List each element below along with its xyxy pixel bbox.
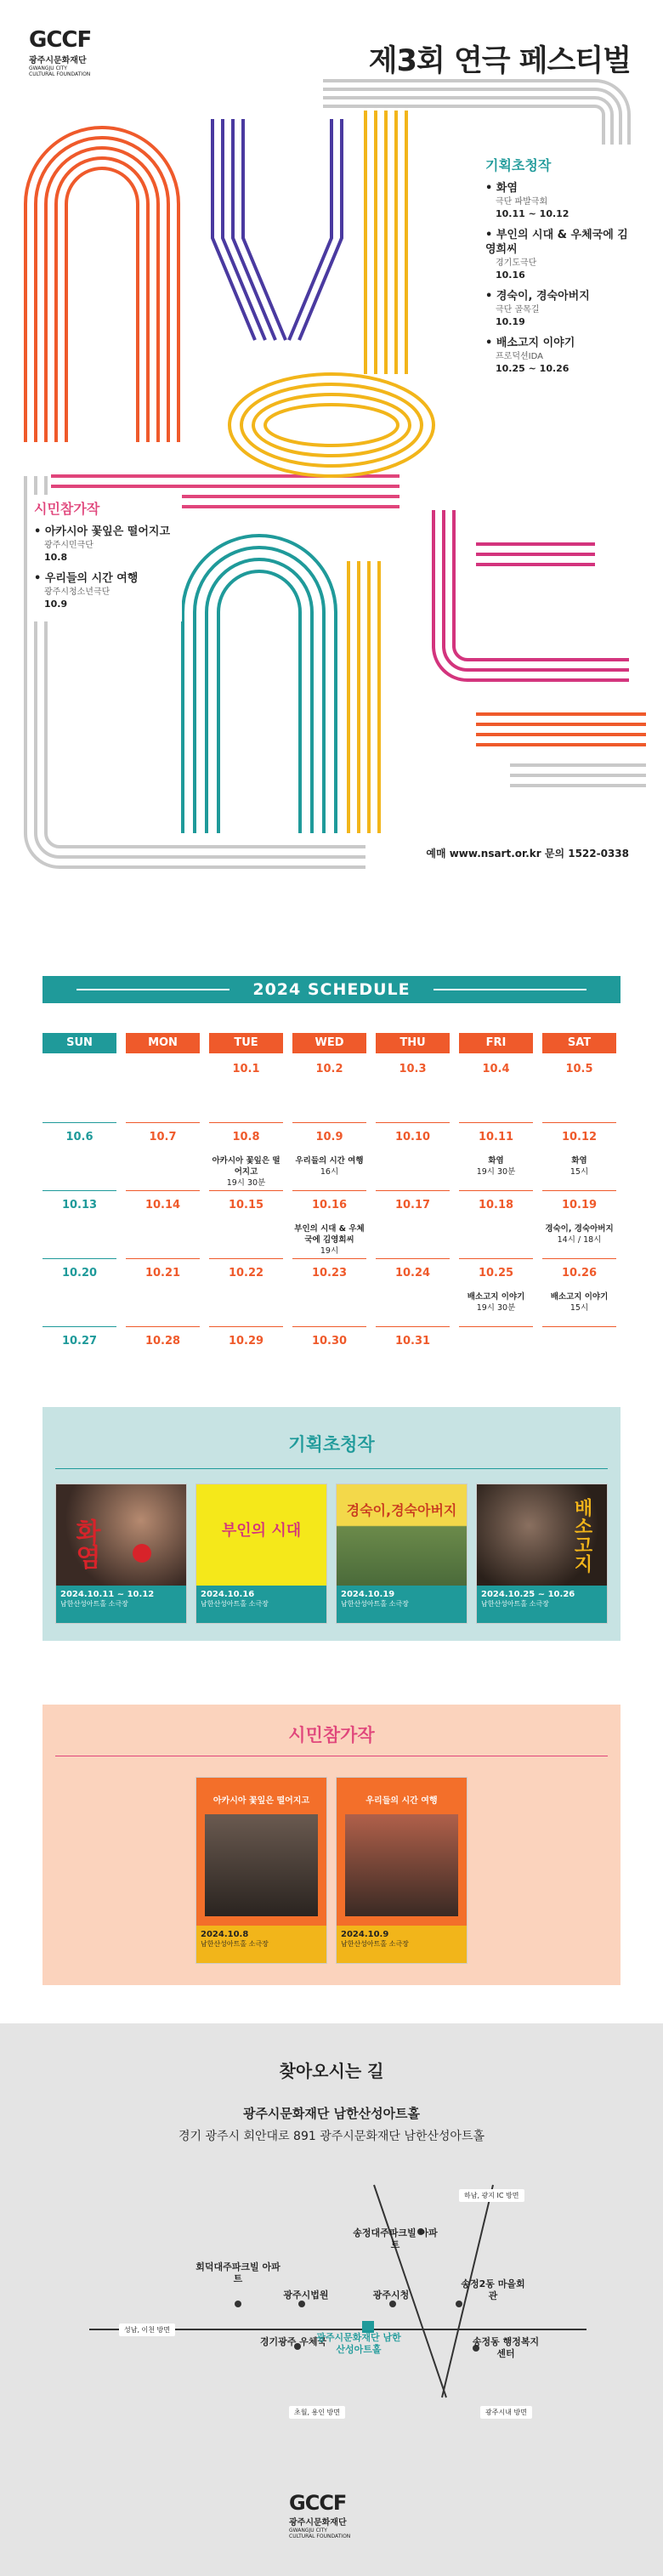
day-header-mon: MON xyxy=(126,1033,200,1053)
poster-image xyxy=(337,1778,467,1922)
date-number: 10.13 xyxy=(61,1199,98,1211)
poster-title: 부인의 시대 xyxy=(221,1522,302,1540)
calendar-cell xyxy=(126,1335,200,1359)
poster-date: 2024.10.16 xyxy=(201,1590,255,1599)
calendar-cell xyxy=(292,1335,366,1359)
date-number: 10.23 xyxy=(311,1267,348,1279)
calendar-cell xyxy=(376,1335,450,1359)
event-time: 16시 xyxy=(320,1167,339,1177)
citizen-item xyxy=(34,571,177,610)
row-divider xyxy=(209,1122,283,1123)
row-divider xyxy=(459,1190,533,1191)
day-header-tue: TUE xyxy=(209,1033,283,1053)
calendar-cell xyxy=(126,1267,200,1291)
calendar-cell xyxy=(292,1267,366,1291)
poster-date: 2024.10.19 xyxy=(341,1590,395,1599)
poster-title: 화염 xyxy=(71,1518,100,1569)
event-time: 19시 30분 xyxy=(476,1167,516,1177)
invited-company: 프로덕션IDA xyxy=(496,352,543,361)
row-divider xyxy=(292,1258,366,1259)
invited-company: 경기도극단 xyxy=(496,258,537,268)
calendar-cell xyxy=(42,1335,116,1359)
row-divider xyxy=(292,1122,366,1123)
date-number: 10.15 xyxy=(228,1199,264,1211)
calendar-cell xyxy=(542,1335,616,1347)
event-time: 19시 30분 xyxy=(476,1303,516,1313)
row-divider xyxy=(42,1326,116,1327)
poster-card[interactable] xyxy=(336,1484,468,1624)
row-divider xyxy=(376,1190,450,1191)
row-divider xyxy=(292,1326,366,1327)
row-divider xyxy=(542,1258,616,1259)
poster-card[interactable] xyxy=(476,1484,608,1624)
invited-date: 10.25 ~ 10.26 xyxy=(496,363,570,374)
date-number: 10.6 xyxy=(65,1131,94,1143)
event-title: 부인의 시대 & 우체국에 김영희씨 xyxy=(294,1224,365,1245)
place-hoedeok-apt: 회덕대주파크빌 아파트 xyxy=(196,2261,280,2284)
citizen-posters-section xyxy=(42,1705,620,1985)
poster-image xyxy=(196,1484,326,1587)
calendar-cell xyxy=(292,1199,366,1257)
poster-image xyxy=(477,1484,607,1587)
date-number: 10.11 xyxy=(478,1131,514,1143)
event-title: 우리들의 시간 여행 xyxy=(295,1156,364,1166)
calendar-cell xyxy=(542,1063,616,1087)
event-time: 14시 / 18시 xyxy=(557,1235,602,1245)
date-number: 10.21 xyxy=(144,1267,181,1279)
date-number: 10.2 xyxy=(315,1063,343,1075)
calendar-cell xyxy=(42,1063,116,1075)
poster-title: 배소고지 xyxy=(571,1498,592,1573)
direction-tag: 광주시내 방면 xyxy=(480,2406,532,2419)
row-divider xyxy=(42,1190,116,1191)
row-divider xyxy=(209,1258,283,1259)
logo-korean: 광주시문화재단 xyxy=(29,56,87,65)
calendar-cell xyxy=(209,1199,283,1223)
date-number: 10.8 xyxy=(232,1131,260,1143)
date-number: 10.12 xyxy=(561,1131,598,1143)
calendar-cell xyxy=(209,1267,283,1291)
date-number: 10.27 xyxy=(61,1335,98,1348)
festival-title: 제3회 연극 페스티벌 xyxy=(368,44,631,78)
row-divider xyxy=(42,1122,116,1123)
event-time: 15시 xyxy=(570,1167,589,1177)
venue-name: 광주시문화재단 남한산성아트홀 xyxy=(242,2106,421,2121)
event-time: 19시 30분 xyxy=(226,1178,266,1188)
calendar-cell xyxy=(376,1131,450,1155)
venue-address: 경기 광주시 회안대로 891 광주시문화재단 남한산성아트홀 xyxy=(178,2130,485,2143)
place-post-office: 경기광주 우체국 xyxy=(259,2336,327,2347)
event-title: 배소고지 이야기 xyxy=(550,1292,609,1302)
event-title: 화염 xyxy=(571,1156,587,1166)
poster-date: 2024.10.8 xyxy=(201,1930,249,1939)
day-header-wed: WED xyxy=(292,1033,366,1053)
direction-tag: 초월, 용인 방면 xyxy=(289,2406,345,2419)
place-cityhall: 광주시청 xyxy=(372,2289,410,2301)
invited-date: 10.16 xyxy=(496,270,525,281)
row-divider xyxy=(459,1122,533,1123)
citizen-company: 광주시청소년극단 xyxy=(44,587,110,597)
date-number: 10.25 xyxy=(478,1267,514,1279)
citizen-company: 광주시민극단 xyxy=(44,541,94,550)
invited-title: • 화염 xyxy=(485,181,628,196)
date-number: 10.24 xyxy=(394,1267,431,1279)
footer-logo-english-1: GWANGJU CITY xyxy=(289,2528,327,2533)
row-divider xyxy=(459,1258,533,1259)
calendar-cell xyxy=(376,1063,450,1087)
event-title: 아카시아 꽃잎은 떨어지고 xyxy=(212,1156,280,1177)
calendar-cell xyxy=(292,1063,366,1087)
gccf-logo xyxy=(29,29,91,77)
calendar-cell xyxy=(376,1199,450,1223)
event-title: 화염 xyxy=(488,1156,504,1166)
date-number: 10.7 xyxy=(149,1131,177,1143)
row-divider xyxy=(126,1326,200,1327)
date-number: 10.31 xyxy=(394,1335,431,1348)
schedule-title: 2024 SCHEDULE xyxy=(42,976,620,1003)
logo-mark: GCCF xyxy=(29,27,92,53)
date-number: 10.16 xyxy=(311,1199,348,1211)
date-number: 10.10 xyxy=(394,1131,431,1143)
invited-posters-heading: 기획초청작 xyxy=(288,1434,375,1455)
day-header-fri: FRI xyxy=(459,1033,533,1053)
invited-date: 10.19 xyxy=(496,316,525,327)
poster-title: 우리들의 시간 여행 xyxy=(366,1796,438,1806)
citizen-date: 10.8 xyxy=(44,552,68,563)
date-number: 10.5 xyxy=(565,1063,593,1075)
poster-venue: 남한산성아트홀 소극장 xyxy=(201,1940,269,1948)
calendar-cell xyxy=(376,1267,450,1291)
calendar-cell xyxy=(126,1199,200,1223)
date-number: 10.9 xyxy=(315,1131,343,1143)
calendar-cell xyxy=(542,1199,616,1245)
place-songjeong-apt: 송정대주파크빌 아파트 xyxy=(353,2227,438,2250)
poster-card[interactable] xyxy=(196,1484,327,1624)
poster-date: 2024.10.11 ~ 10.12 xyxy=(60,1590,155,1599)
date-number: 10.18 xyxy=(478,1199,514,1211)
date-number: 10.14 xyxy=(144,1199,181,1211)
row-divider xyxy=(376,1326,450,1327)
date-number: 10.4 xyxy=(482,1063,510,1075)
invited-title: • 경숙이, 경숙아버지 xyxy=(485,289,628,304)
date-number: 10.19 xyxy=(561,1199,598,1211)
citizen-date: 10.9 xyxy=(44,599,68,610)
citizen-works-panel xyxy=(29,495,182,621)
event-title: 배소고지 이야기 xyxy=(467,1292,525,1302)
map-roads xyxy=(0,2151,663,2423)
date-number: 10.30 xyxy=(311,1335,348,1348)
row-divider xyxy=(459,1326,533,1327)
row-divider xyxy=(209,1326,283,1327)
row-divider xyxy=(542,1122,616,1123)
poster-venue: 남한산성아트홀 소극장 xyxy=(201,1600,269,1608)
calendar-cell xyxy=(42,1267,116,1291)
citizen-item xyxy=(34,525,177,563)
calendar-cell xyxy=(459,1267,533,1314)
directions-section xyxy=(0,2023,663,2576)
row-divider xyxy=(376,1122,450,1123)
row-divider xyxy=(126,1190,200,1191)
calendar-cell xyxy=(42,1131,116,1155)
invited-item xyxy=(485,289,628,327)
row-divider xyxy=(42,1258,116,1259)
calendar-cell xyxy=(459,1199,533,1223)
citizen-heading: 시민참가작 xyxy=(34,501,100,517)
invited-title: • 부인의 시대 & 우체국에 김영희씨 xyxy=(485,228,628,257)
invited-item xyxy=(485,181,628,219)
direction-tag: 하남, 광지 IC 방면 xyxy=(459,2189,524,2202)
calendar-cell xyxy=(126,1063,200,1075)
calendar-cell xyxy=(292,1131,366,1177)
poster-card[interactable] xyxy=(196,1777,327,1964)
citizen-title: • 아카시아 꽃잎은 떨어지고 xyxy=(34,525,177,539)
calendar-cell xyxy=(209,1131,283,1189)
row-divider xyxy=(126,1258,200,1259)
calendar-cell xyxy=(542,1267,616,1314)
place-songjeong2-hall: 송정2동 마을회관 xyxy=(461,2278,525,2301)
footer-logo-mark: GCCF xyxy=(289,2491,347,2515)
poster-venue: 남한산성아트홀 소극장 xyxy=(481,1600,549,1608)
invited-date: 10.11 ~ 10.12 xyxy=(496,208,570,219)
logo-english-2: CULTURAL FOUNDATION xyxy=(29,71,91,77)
date-number: 10.28 xyxy=(144,1335,181,1348)
hero-poster xyxy=(0,0,663,965)
poster-image xyxy=(196,1778,326,1922)
event-time: 19시 xyxy=(320,1246,339,1256)
invited-company: 극단 골목길 xyxy=(496,305,540,315)
row-divider xyxy=(292,1190,366,1191)
red-nose-icon xyxy=(133,1544,151,1563)
poster-date: 2024.10.9 xyxy=(341,1930,389,1939)
date-number: 10.20 xyxy=(61,1267,98,1279)
day-header-thu: THU xyxy=(376,1033,450,1053)
poster-card[interactable] xyxy=(55,1484,187,1624)
calendar-cell xyxy=(459,1063,533,1087)
footer-logo-korean: 광주시문화재단 xyxy=(289,2518,347,2528)
hero-typography-art xyxy=(0,0,663,965)
poster-photo xyxy=(205,1814,318,1916)
poster-card[interactable] xyxy=(336,1777,468,1964)
day-header-sat: SAT xyxy=(542,1033,616,1053)
booking-info: 예매 www.nsart.or.kr 문의 1522-0338 xyxy=(426,848,629,860)
row-divider xyxy=(126,1122,200,1123)
poster-image xyxy=(56,1484,186,1587)
calendar-cell xyxy=(209,1335,283,1359)
row-divider xyxy=(542,1190,616,1191)
invited-works-panel xyxy=(480,151,633,386)
citizen-title: • 우리들의 시간 여행 xyxy=(34,571,177,586)
date-number: 10.29 xyxy=(228,1335,264,1348)
date-number: 10.22 xyxy=(228,1267,264,1279)
invited-item xyxy=(485,336,628,374)
row-divider xyxy=(376,1258,450,1259)
poster-image xyxy=(337,1484,467,1587)
event-title: 경숙이, 경숙아버지 xyxy=(545,1224,614,1234)
invited-title: • 배소고지 이야기 xyxy=(485,336,628,350)
calendar-cell xyxy=(126,1131,200,1155)
poster-title: 경숙이,경숙아버지 xyxy=(346,1502,457,1518)
date-number: 10.3 xyxy=(399,1063,427,1075)
invited-company: 극단 파발극회 xyxy=(496,197,548,207)
calendar-cell xyxy=(542,1131,616,1177)
place-court: 광주시법원 xyxy=(283,2289,329,2301)
poster-photo xyxy=(345,1814,458,1916)
directions-heading: 찾아오시는 길 xyxy=(279,2061,384,2081)
date-number: 10.26 xyxy=(561,1267,598,1279)
event-time: 15시 xyxy=(570,1303,589,1313)
place-welfare-center: 송정동 행정복지센터 xyxy=(472,2336,540,2359)
poster-title: 아카시아 꽃잎은 떨어지고 xyxy=(212,1796,310,1806)
row-divider xyxy=(209,1190,283,1191)
place-venue: 광주시문화재단 남한산성아트홀 xyxy=(316,2332,401,2355)
poster-venue: 남한산성아트홀 소극장 xyxy=(341,1600,409,1608)
invited-item xyxy=(485,228,628,281)
day-header-sun: SUN xyxy=(42,1033,116,1053)
footer-logo xyxy=(289,2491,350,2539)
calendar-cell xyxy=(209,1063,283,1087)
row-divider xyxy=(542,1326,616,1327)
calendar-cell xyxy=(459,1335,533,1347)
date-number: 10.1 xyxy=(232,1063,260,1075)
logo-english-1: GWANGJU CITY xyxy=(29,65,67,71)
invited-heading: 기획초청작 xyxy=(485,157,552,173)
divider xyxy=(55,1468,608,1469)
footer-logo-english-2: CULTURAL FOUNDATION xyxy=(289,2533,351,2539)
calendar-cell xyxy=(459,1131,533,1177)
poster-date: 2024.10.25 ~ 10.26 xyxy=(481,1590,575,1599)
citizen-posters-heading: 시민참가작 xyxy=(288,1725,375,1745)
direction-tag: 성남, 이천 방면 xyxy=(119,2324,175,2336)
calendar-cell xyxy=(42,1199,116,1223)
date-number: 10.17 xyxy=(394,1199,431,1211)
poster-venue: 남한산성아트홀 소극장 xyxy=(341,1940,409,1948)
poster-venue: 남한산성아트홀 소극장 xyxy=(60,1600,128,1608)
